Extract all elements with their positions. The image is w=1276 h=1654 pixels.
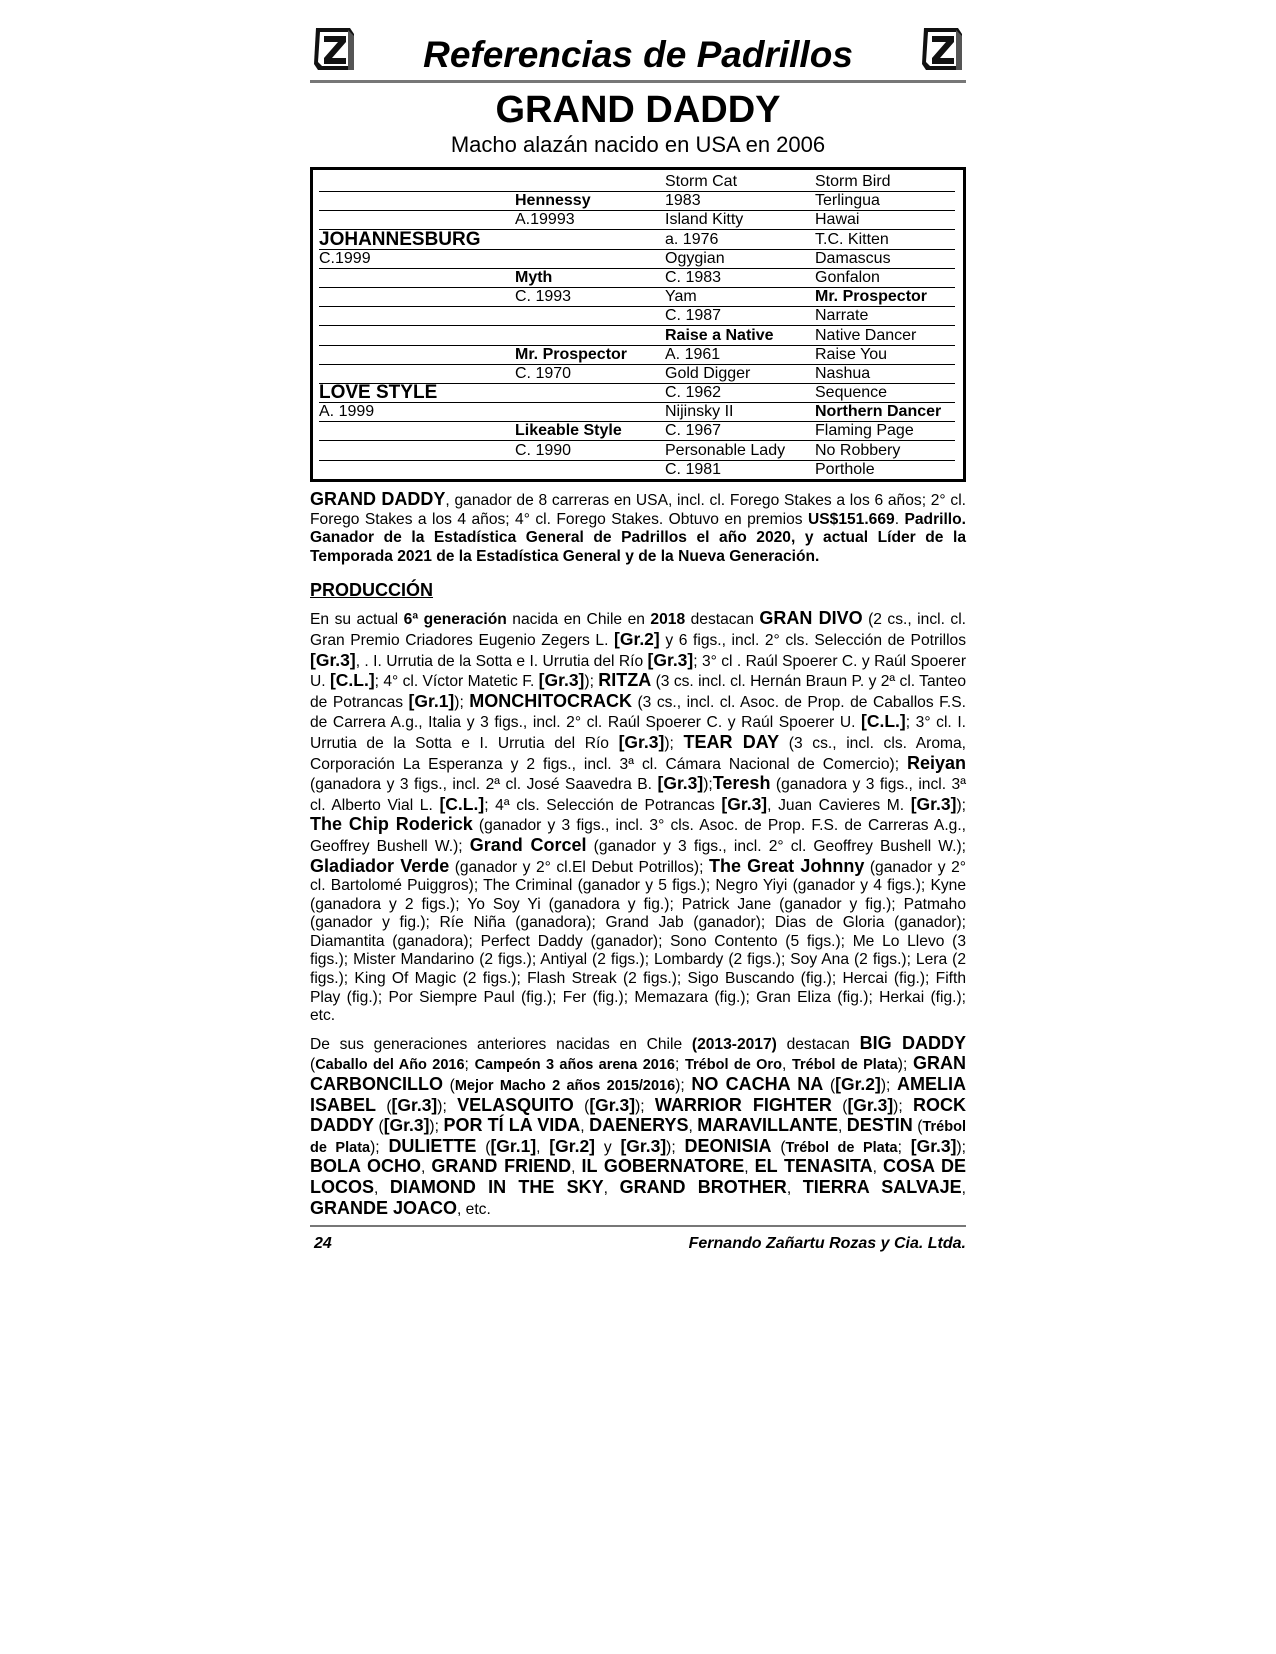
pedigree-cell: Ogygian bbox=[665, 249, 815, 269]
pedigree-cell bbox=[319, 210, 515, 230]
pedigree-cell: Island Kitty bbox=[665, 210, 815, 230]
text-segment: De sus generaciones anteriores nacidas en Chile bbox=[310, 1035, 692, 1053]
text-segment: (ganador y 3 figs., incl. 2° cl. Geoffrey Bushell W.); bbox=[586, 837, 966, 855]
pedigree-cell: T.C. Kitten bbox=[815, 230, 955, 250]
pedigree-cell: Myth bbox=[515, 268, 665, 288]
text-segment: TEAR DAY bbox=[683, 731, 780, 752]
text-segment: [Gr.3] bbox=[721, 793, 768, 814]
text-segment: [Gr.2] bbox=[614, 628, 660, 649]
text-segment: [Gr.1] bbox=[490, 1135, 537, 1156]
text-segment: , bbox=[961, 1180, 966, 1197]
text-segment: ; 4° cl. Víctor Matetic F. bbox=[374, 673, 539, 691]
pedigree-cell: Yam bbox=[665, 287, 815, 307]
text-segment: MARAVILLANTE bbox=[697, 1115, 838, 1136]
text-segment: (ganador y 2° cl. Bartolomé Puiggros); The Criminal (ganador y 5 figs.); Negro Yiyi (ganador y 4 figs.); Kyne (ganadora y 2 figs.); Yo Soy Yi (ganadora y fig.); Patrick Jane (ganador y fig.); Patmaho (ganador y fig.); Ríe Niña (ganadora); Grand Jab (ganador); Dias de Gloria (ganador); Diamantita (ganadora); Perfect Daddy (ganador); Sono Contento (5 figs.); Me Lo Llevo (3 figs.); Mister Mandarino (2 figs.); Antiyal (2 figs.); Lombardy (2 figs.); Soy Ana (2 figs.); Lera (2 figs.); King Of Magic (2 figs.); Flash Streak (2 figs.); Sigo Buscando (fig.); Hercai (fig.); Fifth Play (fig.); Por Siempre Paul (fig.); Fer (fig.); Memazara (fig.); Gran Eliza (fig.); Herkai (fig.); etc. bbox=[310, 858, 966, 1025]
pedigree-row bbox=[319, 210, 953, 229]
text-segment: The Chip Roderick bbox=[310, 814, 473, 835]
text-segment: 6ª generación bbox=[403, 611, 507, 629]
text-segment: , Juan Cavieres M. bbox=[767, 796, 911, 814]
text-segment: [C.L.] bbox=[439, 793, 485, 814]
text-segment: ); bbox=[454, 693, 470, 711]
text-segment: [Gr.3] bbox=[618, 731, 665, 752]
pedigree-cell: No Robbery bbox=[815, 441, 955, 461]
text-segment: ( bbox=[376, 1097, 392, 1115]
text-segment: [Gr.3] bbox=[310, 649, 356, 670]
pedigree-cell: Hawai bbox=[815, 210, 955, 230]
pedigree-row bbox=[319, 383, 953, 402]
pedigree-cell: Hennessy bbox=[515, 191, 665, 211]
pedigree-cell: C. 1962 bbox=[665, 383, 815, 403]
pedigree-cell bbox=[515, 306, 665, 326]
pedigree-cell: Raise You bbox=[815, 345, 955, 365]
text-segment: ( bbox=[823, 1077, 836, 1095]
page-header bbox=[310, 22, 966, 80]
pedigree-cell: C. 1983 bbox=[665, 268, 815, 288]
intro-paragraph bbox=[310, 490, 966, 566]
text-segment: [Gr.3] bbox=[383, 1115, 430, 1136]
pedigree-cell bbox=[319, 345, 515, 365]
text-segment: (ganadora y 3 figs., incl. 2ª cl. José Saavedra B. bbox=[310, 776, 658, 794]
text-segment: ); bbox=[664, 734, 684, 752]
text-segment: ; 3° cl . Raúl Spoerer C. y Raúl Spoerer U. bbox=[310, 652, 967, 691]
pedigree-cell bbox=[515, 402, 665, 422]
text-segment: , . I. Urrutia de la Sotta e I. Urrutia del Río bbox=[355, 652, 648, 670]
text-segment: ( bbox=[374, 1118, 384, 1136]
text-segment: (ganador y 3 figs., incl. 3° cls. Asoc. de Prop. F.S. de Carreras A.g., Geoffrey Bushell W.); bbox=[310, 817, 966, 855]
text-segment: [Gr.2] bbox=[835, 1074, 881, 1095]
text-segment: , bbox=[786, 1180, 803, 1197]
pedigree-table bbox=[310, 167, 966, 482]
pedigree-cell: Terlingua bbox=[815, 191, 955, 211]
text-segment: ); bbox=[437, 1097, 458, 1115]
pedigree-cell bbox=[319, 191, 515, 211]
text-segment: , bbox=[571, 1159, 582, 1177]
text-segment: ); bbox=[703, 776, 713, 794]
text-segment: AMELIA ISABEL bbox=[310, 1074, 967, 1115]
pedigree-cell: Mr. Prospector bbox=[815, 287, 955, 307]
pedigree-row bbox=[319, 364, 953, 383]
pedigree-cell: Damascus bbox=[815, 249, 955, 269]
header-rule bbox=[310, 80, 966, 83]
text-segment: y bbox=[595, 1138, 621, 1156]
text-segment: ); bbox=[956, 1138, 966, 1156]
pedigree-cell: Personable Lady bbox=[665, 441, 815, 461]
text-segment: (ganador y 2° cl.El Debut Potrillos); bbox=[449, 858, 709, 876]
text-segment: ); bbox=[370, 1138, 389, 1156]
text-segment: DEONISIA bbox=[684, 1135, 772, 1156]
pedigree-cell: JOHANNESBURG bbox=[319, 230, 515, 250]
pedigree-row bbox=[319, 230, 953, 249]
pedigree-cell: 1983 bbox=[665, 191, 815, 211]
footer-rule bbox=[310, 1225, 966, 1227]
text-segment: , bbox=[374, 1180, 390, 1197]
text-segment: The Great Johnny bbox=[708, 855, 865, 876]
pedigree-cell: C.1999 bbox=[319, 249, 515, 269]
pedigree-cell: Raise a Native bbox=[665, 326, 815, 346]
pedigree-cell: C. 1993 bbox=[515, 287, 665, 307]
text-segment: 2018 bbox=[650, 611, 686, 629]
text-segment: [Gr.3] bbox=[657, 773, 704, 794]
pedigree-cell: Storm Cat bbox=[665, 172, 815, 192]
horse-name: GRAND DADDY bbox=[495, 89, 781, 131]
text-segment: (2 cs., incl. cl. Gran Premio Criadores Eugenio Zegers L. bbox=[310, 611, 966, 649]
text-segment: [Gr.3] bbox=[391, 1094, 438, 1115]
intro-text: , ganador de 8 carreras en USA, incl. cl. Forego Stakes a los 6 años; 2° cl. Forego Stakes a los 4 años; 4° cl. Forego Stakes. Obtuvo en premios bbox=[310, 492, 966, 528]
text-segment: ( bbox=[476, 1138, 491, 1156]
text-segment: (3 cs., incl. cl. Asoc. de Prop. de Caballos F.S. de Carrera A.g., Italia y 3 figs., incl. 2° cl. Raúl Spoerer C. y Raúl Spoerer U. bbox=[310, 693, 966, 732]
text-segment: DAENERYS bbox=[589, 1115, 689, 1136]
pedigree-cell: Nijinsky II bbox=[665, 402, 815, 422]
text-segment: ); bbox=[956, 796, 966, 814]
text-segment: ; 4ª cls. Selección de Potrancas bbox=[484, 796, 722, 814]
pedigree-row bbox=[319, 172, 953, 191]
text-segment: ); bbox=[666, 1138, 685, 1156]
pedigree-cell bbox=[319, 172, 515, 192]
pedigree-cell: C. 1967 bbox=[665, 421, 815, 441]
text-segment: , bbox=[837, 1118, 847, 1136]
text-segment: ( bbox=[443, 1077, 455, 1095]
pedigree-cell: Sequence bbox=[815, 383, 955, 403]
pedigree-cell: Narrate bbox=[815, 306, 955, 326]
text-segment: [Gr.3] bbox=[620, 1135, 667, 1156]
text-segment: ); bbox=[635, 1097, 655, 1115]
text-segment: GRAN CARBONCILLO bbox=[310, 1053, 966, 1095]
pedigree-cell: C. 1987 bbox=[665, 306, 815, 326]
intro-leader-text: . Ganador de la Estadística General de Padrillos el año 2020, y actual Líder de la Temporada 2021 de la Estadística General y de la Nueva Generación. bbox=[310, 510, 967, 565]
text-segment: , bbox=[421, 1159, 432, 1177]
pedigree-row bbox=[319, 249, 953, 268]
intro-separator: . bbox=[894, 510, 905, 528]
text-segment: , etc. bbox=[457, 1200, 491, 1218]
text-segment: ; 3° cl. I. Urrutia de la Sotta e I. Urrutia del Río bbox=[310, 714, 967, 752]
horse-description: Macho alazán nacido en USA en 2006 bbox=[450, 132, 826, 157]
pedigree-cell: LOVE STYLE bbox=[319, 383, 515, 403]
text-segment: POR TÍ LA VIDA bbox=[443, 1115, 581, 1136]
text-segment: ( bbox=[771, 1138, 786, 1156]
produccion-paragraph-2 bbox=[310, 1034, 966, 1219]
text-segment: , bbox=[580, 1118, 590, 1136]
pedigree-cell bbox=[319, 441, 515, 461]
pedigree-cell bbox=[515, 460, 665, 480]
pedigree-row bbox=[319, 441, 953, 460]
pedigree-cell: Likeable Style bbox=[515, 421, 665, 441]
header-title: Referencias de Padrillos bbox=[423, 34, 853, 75]
pedigree-cell bbox=[515, 249, 665, 269]
pedigree-cell: Gold Digger bbox=[665, 364, 815, 384]
intro-prize: US$151.669 bbox=[808, 510, 895, 528]
text-segment: , bbox=[781, 1056, 792, 1074]
text-segment: ); bbox=[893, 1097, 914, 1115]
pedigree-cell bbox=[319, 460, 515, 480]
text-segment: ; bbox=[464, 1056, 475, 1074]
text-segment: ( bbox=[831, 1097, 848, 1115]
text-segment: [C.L.] bbox=[861, 711, 906, 732]
text-segment: [Gr.3] bbox=[647, 649, 694, 670]
text-segment: COSA DE LOCOS bbox=[310, 1156, 967, 1197]
pedigree-row bbox=[319, 345, 953, 364]
text-segment: destacan bbox=[685, 611, 760, 629]
text-segment: DIAMOND IN THE SKY bbox=[389, 1177, 604, 1197]
pedigree-cell: Northern Dancer bbox=[815, 402, 955, 422]
text-segment: [C.L.] bbox=[329, 670, 375, 691]
pedigree-cell bbox=[515, 383, 665, 403]
text-segment: BOLA OCHO bbox=[310, 1156, 422, 1177]
pedigree-row bbox=[319, 287, 953, 306]
text-segment: Mejor Macho 2 años 2015/2016 bbox=[454, 1078, 676, 1095]
text-segment: TIERRA SALVAJE bbox=[802, 1177, 962, 1197]
text-segment: ); bbox=[880, 1077, 898, 1095]
pedigree-cell bbox=[515, 172, 665, 192]
pedigree-cell bbox=[319, 364, 515, 384]
pedigree-cell bbox=[319, 306, 515, 326]
text-segment: IL GOBERNATORE bbox=[581, 1156, 745, 1177]
text-segment: ( bbox=[573, 1097, 590, 1115]
pedigree-cell: Flaming Page bbox=[815, 421, 955, 441]
pedigree-row bbox=[319, 191, 953, 210]
text-segment: [Gr.3] bbox=[538, 670, 585, 691]
pedigree-cell bbox=[319, 268, 515, 288]
text-segment: ); bbox=[584, 673, 599, 691]
text-segment: Teresh bbox=[712, 773, 771, 794]
text-segment: , bbox=[872, 1159, 883, 1177]
text-segment: ); bbox=[897, 1056, 913, 1074]
text-segment: , bbox=[536, 1138, 550, 1156]
text-segment: EL TENASITA bbox=[754, 1156, 873, 1177]
pedigree-cell: C. 1970 bbox=[515, 364, 665, 384]
pedigree-cell: Storm Bird bbox=[815, 172, 955, 192]
text-segment: MONCHITOCRACK bbox=[469, 690, 632, 711]
text-segment: (2013-2017) bbox=[691, 1035, 777, 1053]
text-segment: NO CACHA NA bbox=[691, 1074, 824, 1095]
text-segment: Trébol de Plata bbox=[310, 1119, 966, 1156]
text-segment: DULIETTE bbox=[388, 1135, 477, 1156]
text-segment: ; bbox=[674, 1056, 685, 1074]
pedigree-cell: Porthole bbox=[815, 460, 955, 480]
pedigree-cell bbox=[515, 230, 665, 250]
pedigree-cell: Mr. Prospector bbox=[515, 345, 665, 365]
text-segment: nacida en Chile en bbox=[506, 611, 651, 629]
text-segment: (3 cs., incl. cls. Aroma, Corporación La Esperanza y 2 figs., incl. 3ª cl. Cámara Nacional de Comercio); bbox=[310, 734, 966, 773]
intro-padrillo: Padrillo bbox=[904, 510, 962, 528]
pedigree-cell: Gonfalon bbox=[815, 268, 955, 288]
pedigree-cell: Nashua bbox=[815, 364, 955, 384]
brand-logo-icon bbox=[918, 24, 966, 74]
pedigree-cell bbox=[319, 326, 515, 346]
text-segment: DESTIN bbox=[846, 1115, 913, 1136]
text-segment: [Gr.3] bbox=[910, 1135, 957, 1156]
pedigree-cell: C. 1981 bbox=[665, 460, 815, 480]
text-segment: ; bbox=[897, 1138, 911, 1156]
pedigree-cell: a. 1976 bbox=[665, 230, 815, 250]
text-segment: [Gr.3] bbox=[910, 793, 957, 814]
text-segment: ); bbox=[675, 1077, 692, 1095]
pedigree-cell: A. 1999 bbox=[319, 402, 515, 422]
text-segment: Trébol de Plata bbox=[791, 1057, 898, 1074]
pedigree-cell bbox=[515, 326, 665, 346]
pedigree-cell bbox=[319, 421, 515, 441]
produccion-paragraph-1 bbox=[310, 609, 966, 1025]
text-segment: WARRIOR FIGHTER bbox=[654, 1094, 832, 1115]
pedigree-cell: Native Dancer bbox=[815, 326, 955, 346]
text-segment: [Gr.2] bbox=[549, 1135, 596, 1156]
produccion-heading: PRODUCCIÓN bbox=[310, 580, 434, 601]
text-segment: Trébol de Plata bbox=[785, 1139, 898, 1156]
pedigree-row bbox=[319, 460, 953, 479]
text-segment: destacan bbox=[776, 1035, 860, 1053]
intro-horse-name: GRAND DADDY bbox=[310, 489, 446, 509]
text-segment: , bbox=[688, 1118, 698, 1136]
pedigree-cell: A.19993 bbox=[515, 210, 665, 230]
text-segment: Grand Corcel bbox=[469, 834, 587, 855]
text-segment: [Gr.3] bbox=[847, 1094, 894, 1115]
text-segment: BIG DADDY bbox=[859, 1032, 966, 1053]
text-segment: GRAND BROTHER bbox=[619, 1177, 787, 1197]
text-segment: Reiyan bbox=[906, 752, 966, 773]
page bbox=[310, 22, 967, 1252]
text-segment: GRAN DIVO bbox=[759, 608, 863, 629]
text-segment: Trébol de Oro bbox=[684, 1057, 782, 1074]
text-segment: (ganadora y 3 figs., incl. 3ª cl. Alberto Vial L. bbox=[310, 776, 967, 814]
page-number: 24 bbox=[314, 1235, 332, 1252]
text-segment: VELASQUITO bbox=[457, 1094, 574, 1115]
pedigree-row bbox=[319, 326, 953, 345]
text-segment: GRANDE JOACO bbox=[310, 1197, 458, 1218]
text-segment: [Gr.3] bbox=[589, 1094, 636, 1115]
text-segment: [Gr.1] bbox=[408, 690, 455, 711]
pedigree-cell: A. 1961 bbox=[665, 345, 815, 365]
pedigree-cell: C. 1990 bbox=[515, 441, 665, 461]
text-segment: , bbox=[744, 1159, 755, 1177]
text-segment: ( bbox=[912, 1118, 923, 1136]
page-footer bbox=[314, 1234, 966, 1254]
publisher: Fernando Zañartu Rozas y Cia. Ltda. bbox=[688, 1235, 966, 1252]
text-segment: ); bbox=[429, 1118, 444, 1136]
pedigree-row bbox=[319, 421, 953, 440]
text-segment: , bbox=[603, 1180, 620, 1197]
text-segment: Gladiador Verde bbox=[310, 855, 450, 876]
pedigree-row bbox=[319, 268, 953, 287]
text-segment: Campeón 3 años arena 2016 bbox=[474, 1057, 675, 1074]
text-segment: Caballo del Año 2016 bbox=[315, 1057, 465, 1074]
pedigree-row bbox=[319, 402, 953, 421]
text-segment: (3 cs. incl. cl. Hernán Braun P. y 2ª cl. Tanteo de Potrancas bbox=[310, 673, 966, 711]
text-segment: ( bbox=[310, 1056, 316, 1074]
pedigree-row bbox=[319, 306, 953, 325]
pedigree-cell bbox=[319, 287, 515, 307]
text-segment: ROCK DADDY bbox=[310, 1094, 967, 1136]
text-segment: En su actual bbox=[310, 611, 404, 629]
text-segment: GRAND FRIEND bbox=[431, 1156, 572, 1177]
text-segment: RITZA bbox=[598, 670, 652, 691]
text-segment: y 6 figs., incl. 2° cls. Selección de Potrillos bbox=[659, 631, 967, 649]
